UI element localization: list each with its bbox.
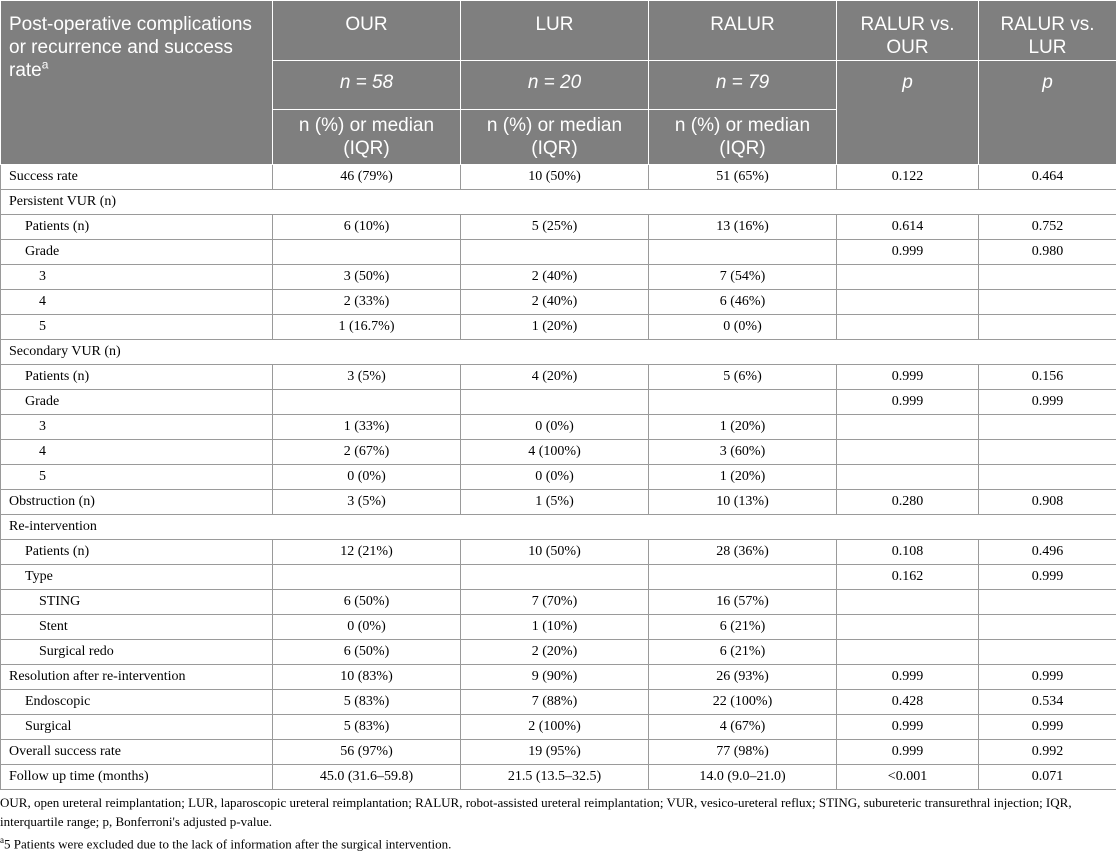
cell-p-lur: 0.534 [979, 690, 1116, 715]
col-ralur-vs-our-name: RALUR vs. OUR [837, 1, 979, 61]
col-lur-name: LUR [461, 1, 649, 61]
table-row [1, 615, 1116, 640]
cell-p-our: 0.108 [837, 540, 979, 565]
cell-our: 3 (5%) [273, 365, 461, 390]
cell-ralur: 5 (6%) [649, 365, 837, 390]
table-row [1, 715, 1116, 740]
cell-ralur: 28 (36%) [649, 540, 837, 565]
cell-ralur [649, 240, 837, 265]
cell-lur: 4 (20%) [461, 365, 649, 390]
table-row [1, 540, 1116, 565]
cell-lur: 2 (40%) [461, 265, 649, 290]
table-row [1, 665, 1116, 690]
cell-our: 10 (83%) [273, 665, 461, 690]
cell-p-our [837, 315, 979, 340]
abbreviations-note: OUR, open ureteral reimplantation; LUR, laparoscopic ureteral reimplantation; RALUR, robot-assisted ureteral reimplantation; VUR, vesico-ureteral reflux; STING, subureteric transurethral injection; IQR, interquartile range; p, Bonferroni's adjusted p-value. [0, 793, 1116, 831]
cell-p-lur: 0.496 [979, 540, 1116, 565]
cell-p-our [837, 265, 979, 290]
cell-p-lur [979, 265, 1116, 290]
cell-lur: 0 (0%) [461, 415, 649, 440]
cell-p-our: 0.999 [837, 715, 979, 740]
cell-our [273, 565, 461, 590]
cell-lur: 5 (25%) [461, 215, 649, 240]
section-label-secondary-vur: Secondary VUR (n) [1, 340, 1116, 365]
col-ralur-name: RALUR [649, 1, 837, 61]
table-header [1, 1, 1116, 165]
col-lur-stat: n (%) or median (IQR) [461, 110, 649, 165]
col-ralur-vs-lur-stat: p [979, 61, 1116, 165]
cell-ralur [649, 390, 837, 415]
cell-ralur: 51 (65%) [649, 165, 837, 190]
section-label-persistent-vur: Persistent VUR (n) [1, 190, 1116, 215]
cell-p-our [837, 440, 979, 465]
col-our-name: OUR [273, 1, 461, 61]
cell-ralur: 4 (67%) [649, 715, 837, 740]
row-label: Patients (n) [1, 215, 273, 240]
cell-p-lur [979, 615, 1116, 640]
table-row [1, 465, 1116, 490]
table-row [1, 490, 1116, 515]
cell-lur: 21.5 (13.5–32.5) [461, 765, 649, 790]
table-row [1, 265, 1116, 290]
cell-our: 6 (50%) [273, 590, 461, 615]
cell-p-lur: 0.999 [979, 715, 1116, 740]
cell-p-our: 0.999 [837, 365, 979, 390]
row-label: Endoscopic [1, 690, 273, 715]
cell-p-our [837, 640, 979, 665]
table-body [1, 165, 1116, 790]
cell-ralur: 1 (20%) [649, 465, 837, 490]
row-label: Follow up time (months) [1, 765, 273, 790]
row-label: Stent [1, 615, 273, 640]
cell-ralur: 6 (21%) [649, 615, 837, 640]
table-row [1, 315, 1116, 340]
cell-p-lur [979, 640, 1116, 665]
col-our-stat: n (%) or median (IQR) [273, 110, 461, 165]
col-ralur-vs-lur-name: RALUR vs. LUR [979, 1, 1116, 61]
cell-p-our: 0.122 [837, 165, 979, 190]
row-label: Obstruction (n) [1, 490, 273, 515]
cell-ralur: 77 (98%) [649, 740, 837, 765]
cell-p-our [837, 290, 979, 315]
cell-p-our: 0.999 [837, 390, 979, 415]
cell-our [273, 390, 461, 415]
cell-lur: 10 (50%) [461, 540, 649, 565]
cell-ralur: 13 (16%) [649, 215, 837, 240]
cell-ralur: 14.0 (9.0–21.0) [649, 765, 837, 790]
cell-p-our: 0.280 [837, 490, 979, 515]
table-row [1, 390, 1116, 415]
cell-lur: 19 (95%) [461, 740, 649, 765]
cell-p-lur: 0.071 [979, 765, 1116, 790]
note-text: 5 Patients were excluded due to the lack of information after the surgical intervention. [4, 836, 451, 851]
cell-p-lur: 0.980 [979, 240, 1116, 265]
cell-p-lur: 0.156 [979, 365, 1116, 390]
cell-p-lur: 0.999 [979, 390, 1116, 415]
row-label-header [1, 1, 273, 165]
note-marker: a [0, 835, 4, 845]
row-label: Success rate [1, 165, 273, 190]
table-row [1, 365, 1116, 390]
cell-our: 5 (83%) [273, 715, 461, 740]
table-section-row [1, 515, 1116, 540]
cell-lur: 10 (50%) [461, 165, 649, 190]
table-section-row [1, 340, 1116, 365]
table-row [1, 590, 1116, 615]
cell-ralur: 26 (93%) [649, 665, 837, 690]
cell-lur: 2 (20%) [461, 640, 649, 665]
row-label: Surgical redo [1, 640, 273, 665]
cell-ralur: 6 (46%) [649, 290, 837, 315]
cell-p-our: 0.614 [837, 215, 979, 240]
row-label: Grade [1, 390, 273, 415]
cell-our: 3 (5%) [273, 490, 461, 515]
table-row [1, 765, 1116, 790]
row-label: 4 [1, 290, 273, 315]
table-row [1, 740, 1116, 765]
cell-our [273, 240, 461, 265]
table-footnotes [0, 793, 1116, 853]
cell-our: 0 (0%) [273, 615, 461, 640]
cell-our: 2 (67%) [273, 440, 461, 465]
cell-lur: 7 (70%) [461, 590, 649, 615]
table-row [1, 565, 1116, 590]
cell-our: 6 (50%) [273, 640, 461, 665]
col-our-n: n = 58 [273, 61, 461, 110]
table-row [1, 240, 1116, 265]
cell-p-our [837, 465, 979, 490]
cell-lur: 0 (0%) [461, 465, 649, 490]
cell-lur: 2 (40%) [461, 290, 649, 315]
row-label: Patients (n) [1, 365, 273, 390]
cell-p-our [837, 415, 979, 440]
cell-our: 56 (97%) [273, 740, 461, 765]
cell-ralur: 16 (57%) [649, 590, 837, 615]
cell-p-lur: 0.999 [979, 665, 1116, 690]
cell-p-lur [979, 415, 1116, 440]
cell-p-our [837, 590, 979, 615]
cell-p-our: 0.999 [837, 740, 979, 765]
exclusion-note [0, 831, 1116, 853]
cell-ralur: 1 (20%) [649, 415, 837, 440]
cell-our: 6 (10%) [273, 215, 461, 240]
cell-p-lur: 0.992 [979, 740, 1116, 765]
col-ralur-stat: n (%) or median (IQR) [649, 110, 837, 165]
cell-p-lur: 0.464 [979, 165, 1116, 190]
table-row [1, 215, 1116, 240]
cell-p-lur: 0.999 [979, 565, 1116, 590]
cell-p-lur: 0.908 [979, 490, 1116, 515]
table-row [1, 415, 1116, 440]
row-label: 3 [1, 415, 273, 440]
cell-p-our [837, 615, 979, 640]
cell-p-lur [979, 590, 1116, 615]
row-label: 4 [1, 440, 273, 465]
cell-p-lur: 0.752 [979, 215, 1116, 240]
table-row [1, 690, 1116, 715]
col-ralur-vs-our-stat: p [837, 61, 979, 165]
cell-lur [461, 390, 649, 415]
cell-ralur: 6 (21%) [649, 640, 837, 665]
table-row [1, 440, 1116, 465]
row-label: 5 [1, 315, 273, 340]
col-lur-n: n = 20 [461, 61, 649, 110]
cell-p-lur [979, 290, 1116, 315]
cell-ralur: 22 (100%) [649, 690, 837, 715]
section-label-re-intervention: Re-intervention [1, 515, 1116, 540]
cell-p-lur [979, 440, 1116, 465]
row-label: Surgical [1, 715, 273, 740]
row-label: 3 [1, 265, 273, 290]
cell-p-our: 0.162 [837, 565, 979, 590]
cell-lur: 2 (100%) [461, 715, 649, 740]
table-row [1, 640, 1116, 665]
col-ralur-n: n = 79 [649, 61, 837, 110]
cell-ralur: 10 (13%) [649, 490, 837, 515]
cell-our: 1 (16.7%) [273, 315, 461, 340]
row-label-header-text: Post-operative complications or recurrence and success rate [9, 14, 252, 81]
cell-our: 1 (33%) [273, 415, 461, 440]
cell-lur [461, 565, 649, 590]
cell-lur: 4 (100%) [461, 440, 649, 465]
row-label: Grade [1, 240, 273, 265]
cell-our: 46 (79%) [273, 165, 461, 190]
cell-p-our: 0.999 [837, 240, 979, 265]
cell-our: 45.0 (31.6–59.8) [273, 765, 461, 790]
cell-ralur: 7 (54%) [649, 265, 837, 290]
cell-our: 0 (0%) [273, 465, 461, 490]
cell-our: 12 (21%) [273, 540, 461, 565]
cell-lur [461, 240, 649, 265]
row-label-header-sup: a [42, 58, 49, 72]
cell-our: 2 (33%) [273, 290, 461, 315]
cell-ralur: 3 (60%) [649, 440, 837, 465]
cell-lur: 1 (20%) [461, 315, 649, 340]
cell-ralur: 0 (0%) [649, 315, 837, 340]
cell-p-lur [979, 315, 1116, 340]
cell-p-lur [979, 465, 1116, 490]
row-label: Resolution after re-intervention [1, 665, 273, 690]
row-label: Patients (n) [1, 540, 273, 565]
row-label: STING [1, 590, 273, 615]
row-label: Overall success rate [1, 740, 273, 765]
cell-lur: 1 (5%) [461, 490, 649, 515]
cell-our: 5 (83%) [273, 690, 461, 715]
table-section-row [1, 190, 1116, 215]
row-label: Type [1, 565, 273, 590]
cell-ralur [649, 565, 837, 590]
cell-lur: 9 (90%) [461, 665, 649, 690]
row-label: 5 [1, 465, 273, 490]
cell-p-our: 0.428 [837, 690, 979, 715]
table-row [1, 290, 1116, 315]
cell-lur: 1 (10%) [461, 615, 649, 640]
cell-p-our: <0.001 [837, 765, 979, 790]
cell-lur: 7 (88%) [461, 690, 649, 715]
cell-p-our: 0.999 [837, 665, 979, 690]
cell-our: 3 (50%) [273, 265, 461, 290]
table-row [1, 165, 1116, 190]
